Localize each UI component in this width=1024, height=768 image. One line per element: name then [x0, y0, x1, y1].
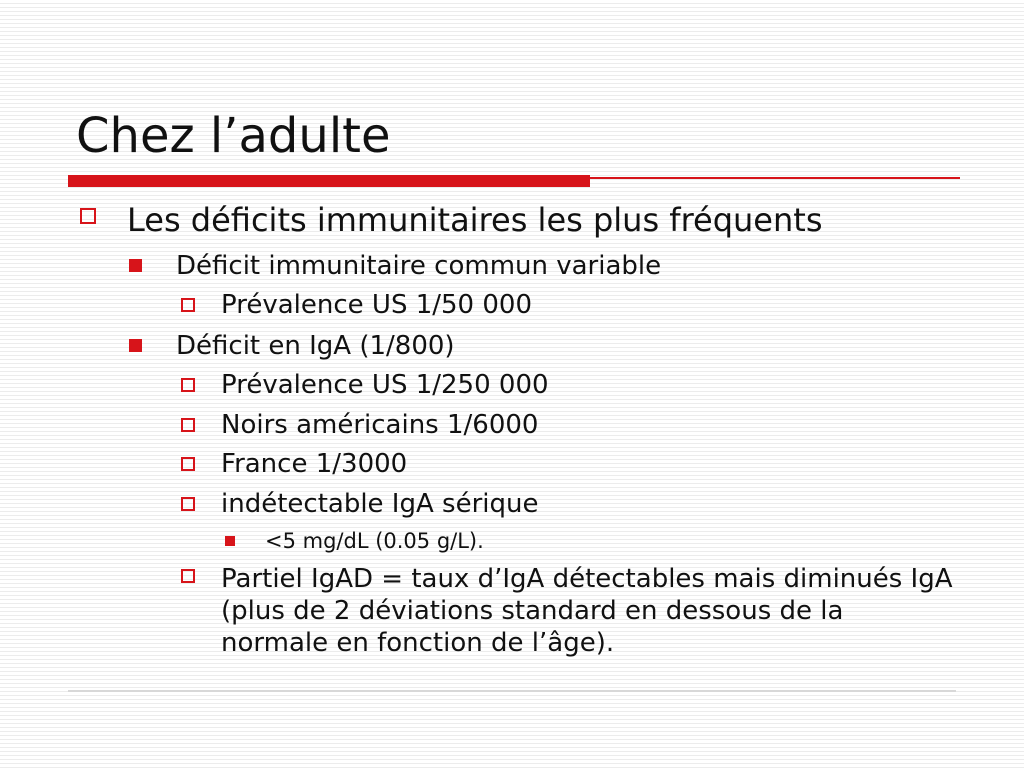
hollow-square-bullet-icon [181, 378, 195, 392]
list-item-text: Prévalence US 1/50 000 [221, 290, 532, 320]
hollow-square-bullet-icon [80, 208, 96, 224]
list-item-text: Les déficits immunitaires les plus fréquents [127, 201, 823, 239]
list-item-text: Prévalence US 1/250 000 [221, 370, 549, 400]
list-item-text: Noirs américains 1/6000 [221, 410, 539, 440]
hollow-square-bullet-icon [181, 298, 195, 312]
page-title: Chez l’adulte [76, 108, 391, 164]
hollow-square-bullet-icon [181, 497, 195, 511]
filled-square-bullet-icon [129, 259, 142, 272]
list-item-text: Déficit en IgA (1/800) [176, 331, 455, 361]
footer-divider [68, 690, 956, 692]
hollow-square-bullet-icon [181, 569, 195, 583]
list-item-text: Partiel IgAD = taux d’IgA détectables mais diminués IgA (plus de 2 déviations standard en dessous de la normale en fonction de l’âge). [221, 564, 953, 658]
list-item-text: Déficit immunitaire commun variable [176, 251, 662, 281]
filled-square-bullet-icon [129, 339, 142, 352]
hollow-square-bullet-icon [181, 418, 195, 432]
list-item-text: indétectable IgA sérique [221, 489, 539, 519]
list-item-text: France 1/3000 [221, 449, 408, 479]
filled-square-bullet-icon [225, 536, 235, 546]
hollow-square-bullet-icon [181, 457, 195, 471]
list-item-text: <5 mg/dL (0.05 g/L). [265, 529, 484, 553]
